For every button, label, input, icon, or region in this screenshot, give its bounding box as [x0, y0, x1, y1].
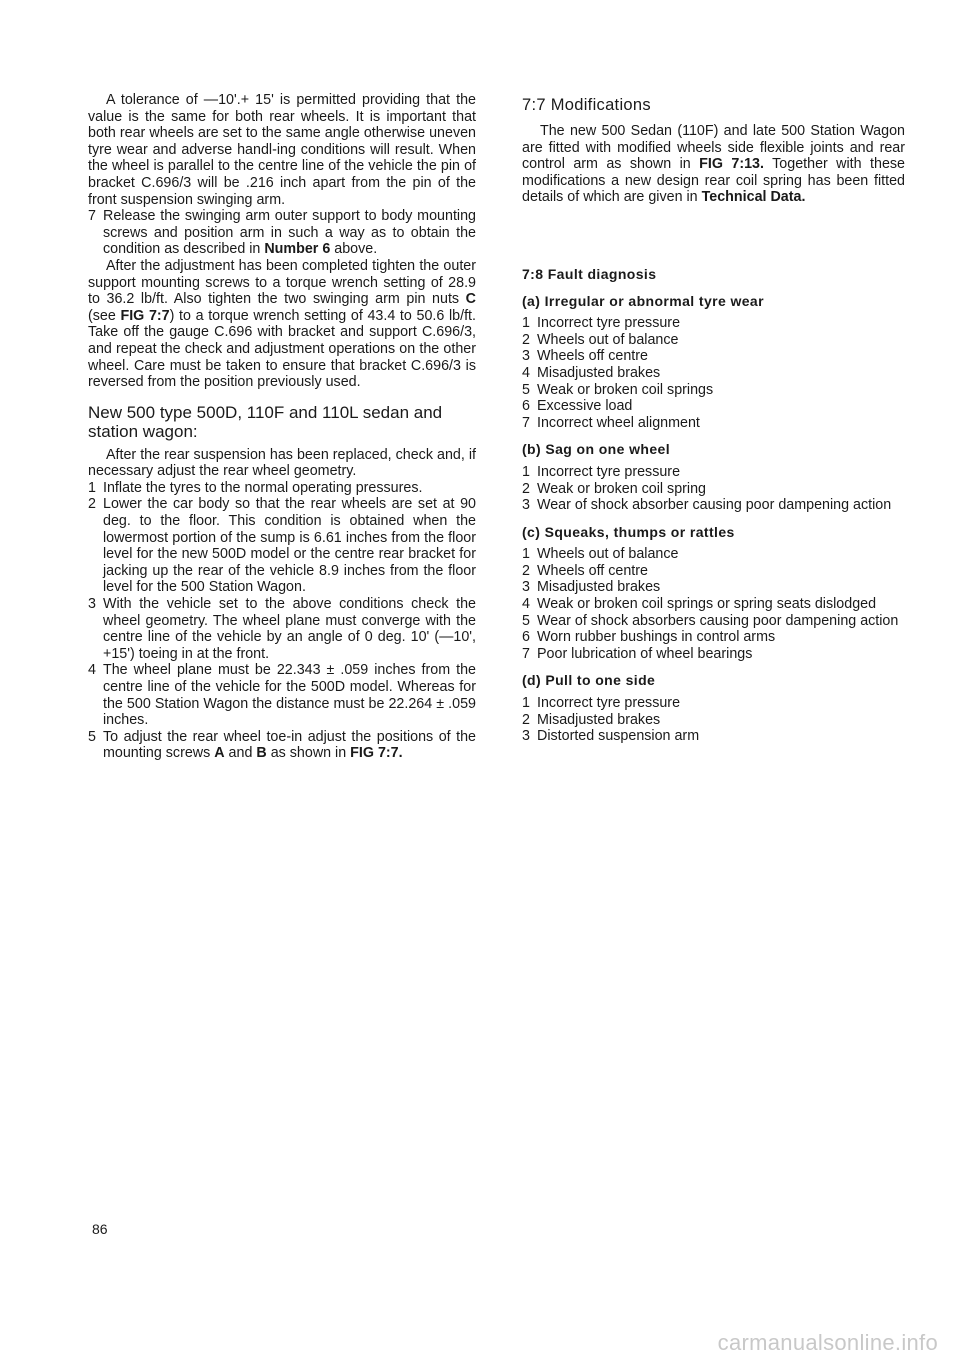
- item-text: Wear of shock absorbers causing poor dampening action: [537, 612, 899, 629]
- item-number: 6: [522, 629, 530, 646]
- step-number: 4: [88, 662, 96, 679]
- item-text: Poor lubrication of wheel bearings: [537, 645, 753, 662]
- bold-ref: C: [465, 291, 476, 308]
- fault-cause-list: [522, 464, 905, 514]
- list-item: [522, 579, 905, 596]
- item-text: Wheels off centre: [537, 562, 648, 579]
- item-text: Distorted suspension arm: [537, 728, 700, 745]
- bold-ref: B: [256, 745, 267, 762]
- intro-paragraph: A tolerance of —10'.+ 15' is permitted providing that the value is the same for both rear wheels. It is important that both rear wheels are set to the same angle otherwise uneven tyre wear and adverse handl-ing conditions will result. When the wheel is parallel to the centre line of the vehicle the pin of bracket C.696/3 will be .216 inch apart from the pin of the front suspension swinging arm.: [88, 92, 476, 208]
- item-text: Incorrect wheel alignment: [537, 414, 700, 431]
- item-text: Weak or broken coil spring: [537, 480, 706, 497]
- step-item: [88, 496, 476, 596]
- item-number: 2: [522, 331, 530, 348]
- step-text: The wheel plane must be 22.343 ± .059 inches from the centre line of the vehicle for the 500D model. Whereas for the 500 Station Wagon the distance must be 22.264 ± .059 inches.: [103, 662, 476, 729]
- step-7-continuation: [88, 258, 476, 391]
- step-7: [88, 208, 476, 258]
- list-item: [522, 596, 905, 613]
- step-text: With the vehicle set to the above conditions check the wheel geometry. The wheel plane must converge with the centre line of the vehicle by an angle of 0 deg. 10' (—10', +15') toeing in at the front.: [103, 596, 476, 662]
- list-item: [522, 629, 905, 646]
- item-text: Weak or broken coil springs: [537, 381, 714, 398]
- list-item: [522, 712, 905, 729]
- item-text: Worn rubber bushings in control arms: [537, 629, 776, 646]
- para-text: After the adjustment has been completed tighten the outer support mounting screws to a torque wrench setting of 28.9 to 36.2 lb/ft. Also tighten the two swinging arm pin nuts: [88, 257, 476, 308]
- steps-list: [88, 480, 476, 729]
- item-text: Wheels out of balance: [537, 546, 679, 563]
- item-number: 3: [522, 497, 530, 514]
- watermark: carmanualsonline.info: [717, 1330, 938, 1355]
- item-text: Wheels out of balance: [537, 331, 679, 348]
- list-item: [522, 464, 905, 481]
- item-text: Incorrect tyre pressure: [537, 695, 681, 712]
- fault-category-title: (a) Irregular or abnormal tyre wear: [522, 292, 764, 309]
- item-number: 2: [522, 480, 530, 497]
- step-5: [88, 729, 476, 762]
- list-item: [522, 728, 905, 745]
- step-number: 5: [88, 728, 96, 745]
- item-text: Weak or broken coil springs or spring seats dislodged: [537, 596, 877, 613]
- step-text: To adjust the rear wheel toe-in adjust the positions of the mounting screws: [103, 728, 476, 762]
- step-number: 2: [88, 496, 96, 513]
- step-text: Inflate the tyres to the normal operating pressures.: [103, 479, 423, 496]
- item-text: Excessive load: [537, 398, 633, 415]
- list-item: [522, 398, 905, 415]
- section-intro: After the rear suspension has been replaced, check and, if necessary adjust the rear wheel geometry.: [88, 446, 476, 480]
- item-text: Incorrect tyre pressure: [537, 463, 681, 480]
- fault-diagnosis-heading: 7:8 Fault diagnosis: [522, 265, 657, 282]
- item-text: Wear of shock absorber causing poor dampening action: [537, 497, 892, 514]
- fault-cause-list: [522, 695, 905, 745]
- list-item: [522, 646, 905, 663]
- item-number: 1: [522, 315, 530, 332]
- item-number: 2: [522, 711, 530, 728]
- list-item: [522, 365, 905, 382]
- list-item: [522, 481, 905, 498]
- figure-ref: FIG 7:13.: [699, 156, 764, 173]
- list-item: [522, 415, 905, 432]
- modifications-paragraph: [522, 123, 905, 206]
- step-bold-ref: Number 6: [264, 241, 331, 258]
- list-item: [522, 563, 905, 580]
- left-column: [88, 92, 476, 762]
- list-item: [522, 315, 905, 332]
- step-number: 1: [88, 479, 96, 496]
- list-item: [522, 348, 905, 365]
- item-number: 1: [522, 463, 530, 480]
- fault-cause-list: [522, 315, 905, 431]
- list-item: [522, 497, 905, 514]
- item-number: 2: [522, 562, 530, 579]
- para-text: Together with these modifications a new design rear coil spring has been fitted details of which are given in: [522, 156, 905, 206]
- list-item: [522, 546, 905, 563]
- step-text: as shown in: [266, 745, 351, 762]
- para-text: (see: [88, 307, 121, 324]
- fault-sections: [522, 293, 905, 745]
- item-number: 5: [522, 612, 530, 629]
- item-number: 7: [522, 414, 530, 431]
- item-number: 3: [522, 348, 530, 365]
- page-number: 86: [92, 1221, 108, 1237]
- item-number: 5: [522, 381, 530, 398]
- item-number: 3: [522, 579, 530, 596]
- bold-ref: A: [214, 745, 225, 762]
- step-text: above.: [330, 241, 378, 258]
- step-text: Release the swinging arm outer support to body mounting screws and position arm in such a way as to obtain the condition as described in: [103, 208, 476, 258]
- step-number: 3: [88, 596, 96, 613]
- list-item: [522, 613, 905, 630]
- item-number: 4: [522, 364, 530, 381]
- para-text: ) to a torque wrench setting of 43.4 to 50.6 lb/ft. Take off the gauge C.696 with bracket and support C.696/3, and repeat the check and adjustment operations on the other wheel. Care must be taken to ensure that bracket C.696/3 is reversed from the position previously used.: [88, 307, 476, 391]
- item-text: Misadjusted brakes: [537, 711, 661, 728]
- item-number: 3: [522, 728, 530, 745]
- right-column: [522, 92, 905, 745]
- list-item: [522, 332, 905, 349]
- item-number: 1: [522, 695, 530, 712]
- step-item: [88, 596, 476, 662]
- modifications-heading: 7:7 Modifications: [522, 96, 651, 114]
- item-number: 1: [522, 546, 530, 563]
- step-number: 7: [88, 208, 96, 225]
- fault-category-title: (c) Squeaks, thumps or rattles: [522, 523, 735, 540]
- item-text: Misadjusted brakes: [537, 364, 661, 381]
- item-number: 7: [522, 645, 530, 662]
- item-number: 4: [522, 596, 530, 613]
- item-text: Incorrect tyre pressure: [537, 315, 681, 332]
- step-text: Lower the car body so that the rear wheels are set at 90 deg. to the floor. This condition is obtained when the lowermost portion of the sump is 6.61 inches from the floor level for the new 500D model or the centre rear bracket for jacking up the rear of the vehicle 8.9 inches from the floor level for the 500 Station Wagon.: [103, 496, 476, 596]
- figure-ref: FIG 7:7: [120, 307, 170, 324]
- figure-ref: FIG 7:7.: [350, 745, 403, 762]
- item-text: Misadjusted brakes: [537, 579, 661, 596]
- bold-ref: Technical Data.: [701, 189, 806, 206]
- step-item: [88, 662, 476, 728]
- fault-category-title: (d) Pull to one side: [522, 672, 656, 689]
- item-text: Wheels off centre: [537, 348, 648, 365]
- fault-category-title: (b) Sag on one wheel: [522, 441, 671, 458]
- section-heading: New 500 type 500D, 110F and 110L sedan and station wagon:: [88, 402, 443, 441]
- fault-cause-list: [522, 546, 905, 662]
- para-text: The new 500 Sedan (110F) and late 500 Station Wagon are fitted with modified wheels side flexible joints and rear control arm as shown in: [522, 123, 905, 173]
- list-item: [522, 382, 905, 399]
- step-item: [88, 480, 476, 497]
- list-item: [522, 695, 905, 712]
- step-text: and: [224, 745, 257, 762]
- item-number: 6: [522, 398, 530, 415]
